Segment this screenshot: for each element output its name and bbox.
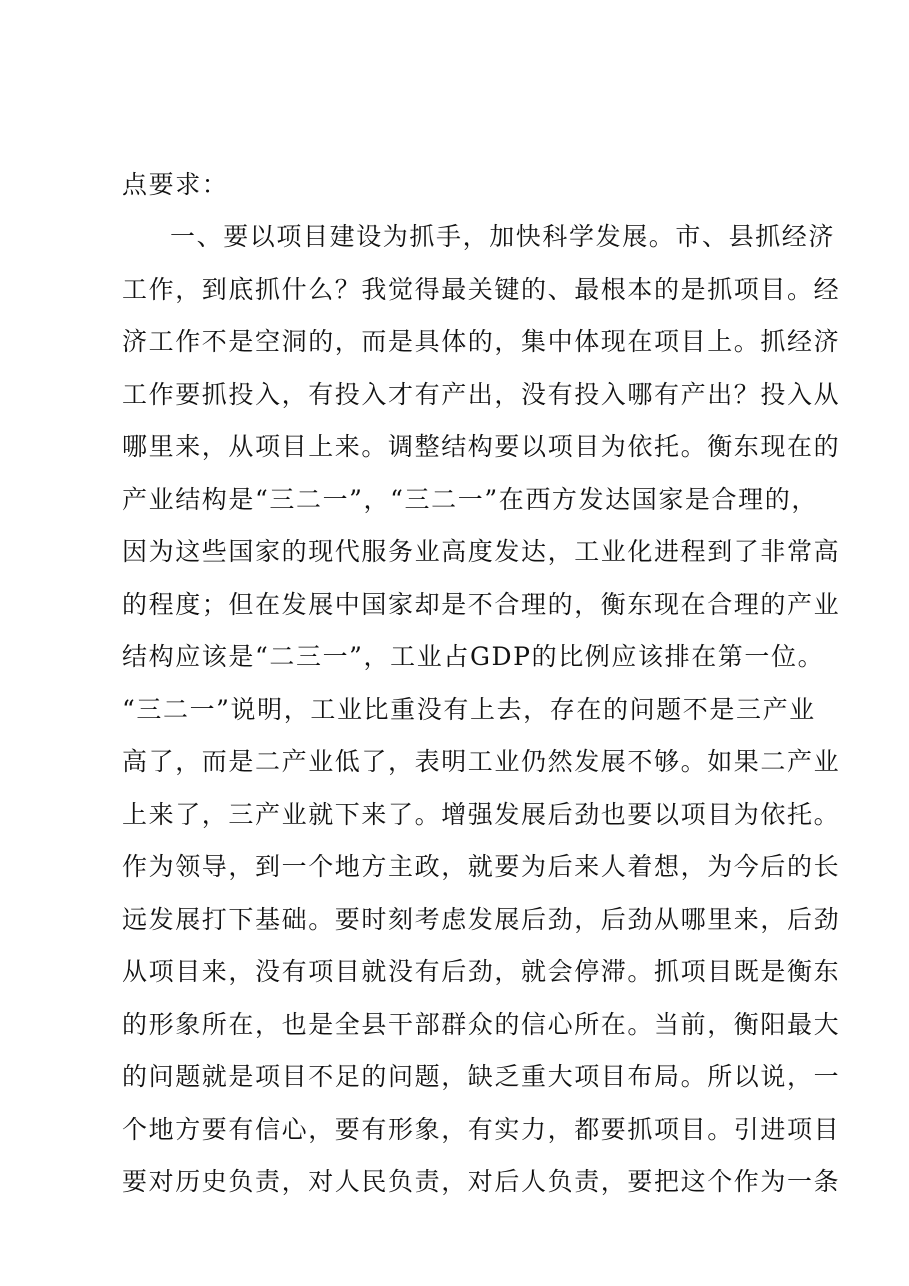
text-line: 一、要以项目建设为抓手，加快科学发展。市、县抓经济: [170, 222, 836, 251]
text-line: 远发展打下基础。要时刻考虑发展后劲，后劲从哪里来，后劲: [122, 905, 841, 934]
text-line: “三二一”说明，工业比重没有上去，存在的问题不是三产业: [122, 695, 816, 724]
text-line: 要对历史负责，对人民负责，对后人负责，要把这个作为一条: [122, 1167, 841, 1196]
text-line: 结构应该是“二三一”，工业占GDP的比例应该排在第一位。: [122, 642, 825, 671]
text-line: 的问题就是项目不足的问题，缺乏重大项目布局。所以说，一: [122, 1062, 841, 1091]
text-line: 产业结构是“三二一”，“三二一”在西方发达国家是合理的，: [122, 485, 818, 514]
text-line: 因为这些国家的现代服务业高度发达，工业化进程到了非常高: [122, 537, 841, 566]
text-line: 工作要抓投入，有投入才有产出，没有投入哪有产出？投入从: [122, 380, 841, 409]
text-line: 哪里来，从项目上来。调整结构要以项目为依托。衡东现在的: [122, 432, 841, 461]
text-line: 个地方要有信心，要有形象，有实力，都要抓项目。引进项目: [122, 1115, 841, 1144]
text-line: 高了，而是二产业低了，表明工业仍然发展不够。如果二产业: [122, 747, 841, 776]
text-line: 点要求：: [122, 170, 229, 199]
text-line: 的形象所在，也是全县干部群众的信心所在。当前，衡阳最大: [122, 1010, 841, 1039]
text-line: 的程度；但在发展中国家却是不合理的，衡东现在合理的产业: [122, 590, 841, 619]
text-line: 工作，到底抓什么？我觉得最关键的、最根本的是抓项目。经: [122, 275, 841, 304]
text-line: 上来了，三产业就下来了。增强发展后劲也要以项目为依托。: [122, 800, 841, 829]
text-line: 从项目来，没有项目就没有后劲，就会停滞。抓项目既是衡东: [122, 957, 841, 986]
text-line: 济工作不是空洞的，而是具体的，集中体现在项目上。抓经济: [122, 327, 841, 356]
text-line: 作为领导，到一个地方主政，就要为后来人着想，为今后的长: [122, 852, 841, 881]
